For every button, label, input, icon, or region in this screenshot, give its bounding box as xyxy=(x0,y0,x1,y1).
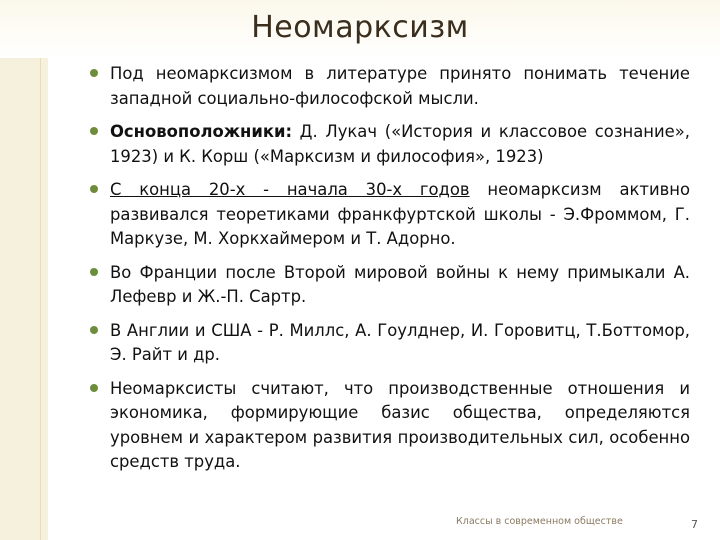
bullet-text: неомарксизм активно развивался теоретиками франкфуртской школы - Э.Фроммом, Г. Маркузе, М. Хоркхаймером и Т. Адорно. xyxy=(110,180,690,248)
bullet-item-neomarxist-views xyxy=(90,377,690,475)
bullet-underlined-period: С конца 20-х - начала 30-х годов xyxy=(110,180,470,199)
page-number: 7 xyxy=(691,518,698,531)
slide-title: Неомарксизм xyxy=(251,10,469,45)
slide-footer: Классы в современном обществе xyxy=(456,516,623,527)
bullet-item-frankfurt-school xyxy=(90,178,690,252)
bullet-dot-icon xyxy=(90,326,98,334)
bullet-dot-icon xyxy=(90,384,98,392)
bullet-dot-icon xyxy=(90,127,98,135)
bullet-item-england-usa xyxy=(90,319,690,368)
slide-content xyxy=(90,62,690,484)
bullet-dot-icon xyxy=(90,268,98,276)
bullet-item-definition xyxy=(90,62,690,111)
bullet-bold-label: Основоположники: xyxy=(110,122,293,141)
bullet-list xyxy=(90,62,690,475)
bullet-text: В Англии и США - Р. Миллс, А. Гоулднер, И. Горовитц, Т.Боттомор, Э. Райт и др. xyxy=(110,320,690,364)
bullet-text: Во Франции после Второй мировой войны к нему примыкали А. Лефевр и Ж.-П. Сартр. xyxy=(110,262,690,306)
bullet-text: Неомарксисты считают, что производственные отношения и экономика, формирующие базис общества, определяются уровнем и характером развития производительных сил, особенно средств труда. xyxy=(110,378,690,471)
bullet-dot-icon xyxy=(90,69,98,77)
bullet-item-founders xyxy=(90,120,690,169)
bullet-text: Под неомарксизмом в литературе принято понимать течение западной социально-философской мысли. xyxy=(110,64,690,108)
left-divider-line xyxy=(40,0,41,540)
bullet-text: Д. Лукач («История и классовое сознание», 1923) и К. Корш («Марксизм и философия», 1923) xyxy=(110,122,690,166)
bullet-dot-icon xyxy=(90,185,98,193)
bullet-item-france xyxy=(90,261,690,310)
